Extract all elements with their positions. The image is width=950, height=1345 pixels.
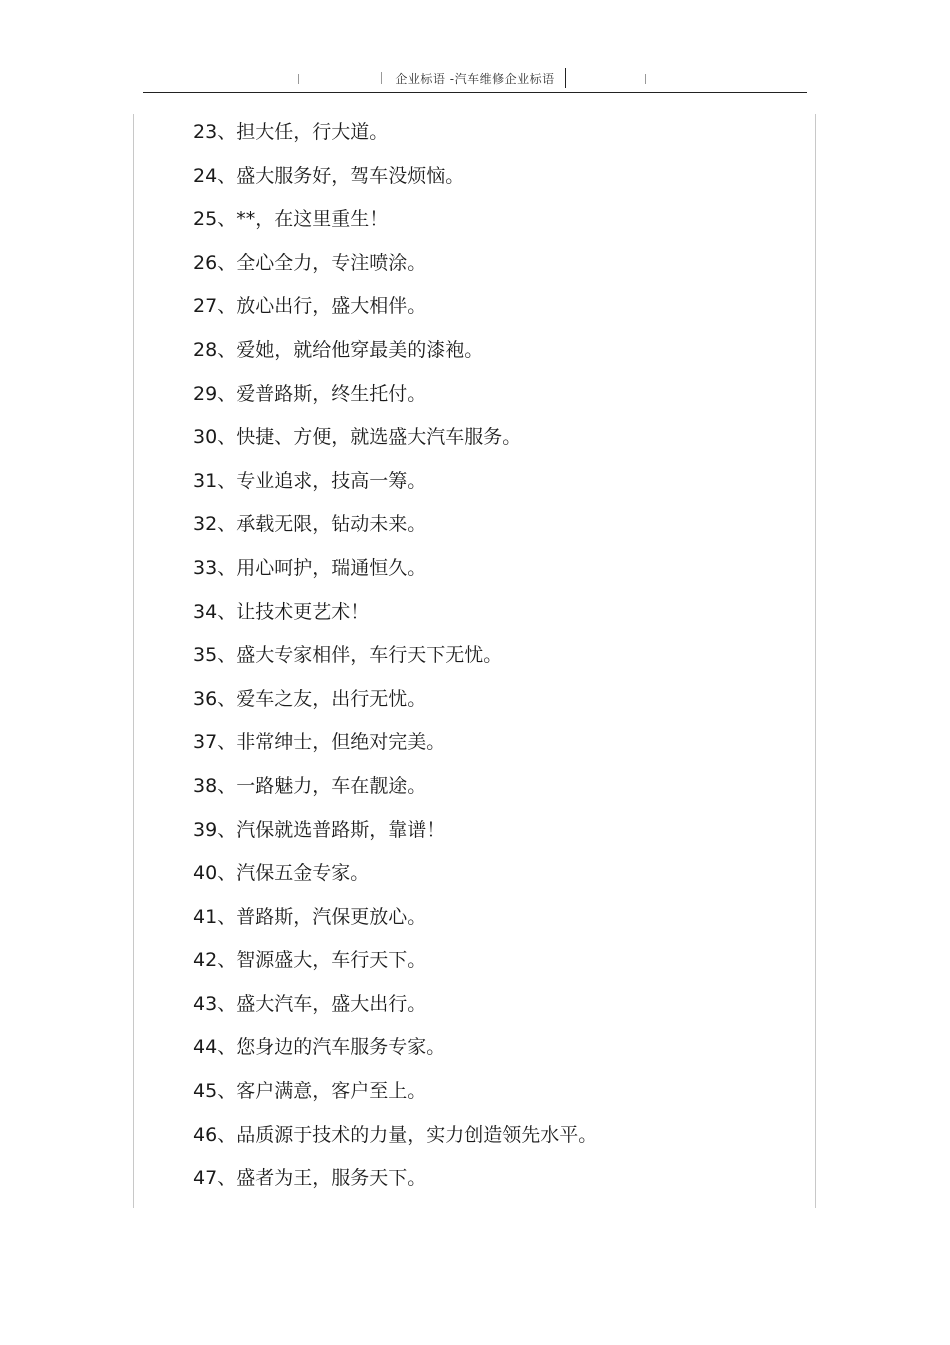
slogan-text: 、盛大汽车，盛大出行。 — [217, 992, 427, 1015]
slogan-number: 38 — [193, 774, 218, 797]
slogan-number: 37 — [193, 731, 218, 754]
list-item — [193, 245, 597, 289]
page-frame-right — [815, 114, 816, 1208]
slogan-number: 27 — [193, 295, 218, 318]
list-item — [193, 1117, 597, 1161]
slogan-text: 、非常绅士，但绝对完美。 — [217, 731, 446, 754]
slogan-text: 、**，在这里重生！ — [217, 208, 389, 231]
header-title: 企业标语 -汽车维修企业标语 — [395, 72, 555, 86]
slogan-number: 35 — [193, 644, 218, 667]
slogan-text: 、让技术更艺术！ — [217, 600, 370, 623]
slogan-number: 32 — [193, 513, 218, 536]
list-item — [193, 550, 597, 594]
list-item — [193, 1073, 597, 1117]
slogan-number: 31 — [193, 469, 218, 492]
slogan-text: 、用心呵护，瑞通恒久。 — [217, 556, 427, 579]
slogan-text: 、放心出行，盛大相伴。 — [217, 295, 427, 318]
slogan-number: 45 — [193, 1080, 218, 1103]
slogan-number: 36 — [193, 687, 218, 710]
list-item — [193, 1160, 597, 1204]
header-tick-right — [645, 74, 646, 84]
slogan-list — [193, 114, 597, 1204]
list-item — [193, 1029, 597, 1073]
list-item — [193, 681, 597, 725]
list-item — [193, 288, 597, 332]
list-item — [193, 419, 597, 463]
slogan-text: 、客户满意，客户至上。 — [217, 1080, 427, 1103]
list-item — [193, 855, 597, 899]
list-item — [193, 637, 597, 681]
slogan-text: 、爱她，就给他穿最美的漆袍。 — [217, 338, 484, 361]
slogan-number: 42 — [193, 949, 218, 972]
slogan-number: 39 — [193, 818, 218, 841]
list-item — [193, 899, 597, 943]
slogan-number: 23 — [193, 121, 218, 143]
slogan-text: 、盛大专家相伴，车行天下无忧。 — [217, 644, 503, 667]
slogan-number: 24 — [193, 164, 218, 187]
slogan-text: 、担大任，行大道。 — [217, 121, 389, 143]
list-item — [193, 332, 597, 376]
slogan-number: 29 — [193, 382, 218, 405]
slogan-number: 30 — [193, 426, 218, 449]
slogan-text: 、爱普路斯，终生托付。 — [217, 382, 427, 405]
slogan-number: 44 — [193, 1036, 218, 1059]
list-item — [193, 942, 597, 986]
slogan-number: 26 — [193, 251, 218, 274]
list-item — [193, 724, 597, 768]
slogan-text: 、全心全力，专注喷涂。 — [217, 251, 427, 274]
slogan-number: 43 — [193, 992, 218, 1015]
slogan-text: 、专业追求，技高一筹。 — [217, 469, 427, 492]
slogan-number: 47 — [193, 1167, 218, 1190]
list-item — [193, 768, 597, 812]
slogan-text: 、汽保就选普路斯，靠谱！ — [217, 818, 446, 841]
list-item — [193, 594, 597, 638]
list-item — [193, 506, 597, 550]
list-item — [193, 376, 597, 420]
page-frame-left — [133, 114, 134, 1208]
slogan-text: 、爱车之友，出行无忧。 — [217, 687, 427, 710]
slogan-text: 、快捷、方便，就选盛大汽车服务。 — [217, 426, 522, 449]
slogan-text: 、汽保五金专家。 — [217, 862, 370, 885]
header-tick-mid-right — [565, 68, 566, 88]
slogan-text: 、盛者为王，服务天下。 — [217, 1167, 427, 1190]
slogan-number: 28 — [193, 338, 218, 361]
slogan-text: 、品质源于技术的力量，实力创造领先水平。 — [217, 1123, 598, 1146]
list-item — [193, 812, 597, 856]
slogan-number: 46 — [193, 1123, 218, 1146]
slogan-number: 25 — [193, 208, 218, 231]
page-header — [143, 62, 807, 93]
slogan-text: 、智源盛大，车行天下。 — [217, 949, 427, 972]
slogan-number: 40 — [193, 862, 218, 885]
slogan-text: 、一路魅力，车在靓途。 — [217, 774, 427, 797]
slogan-text: 、普路斯，汽保更放心。 — [217, 905, 427, 928]
list-item — [193, 986, 597, 1030]
slogan-number: 33 — [193, 556, 218, 579]
list-item — [193, 158, 597, 202]
slogan-text: 、承载无限，钻动未来。 — [217, 513, 427, 536]
slogan-text: 、盛大服务好，驾车没烦恼。 — [217, 164, 465, 187]
slogan-number: 34 — [193, 600, 218, 623]
list-item — [193, 201, 597, 245]
list-item — [193, 463, 597, 507]
slogan-text: 、您身边的汽车服务专家。 — [217, 1036, 446, 1059]
list-item — [193, 114, 597, 158]
slogan-number: 41 — [193, 905, 218, 928]
